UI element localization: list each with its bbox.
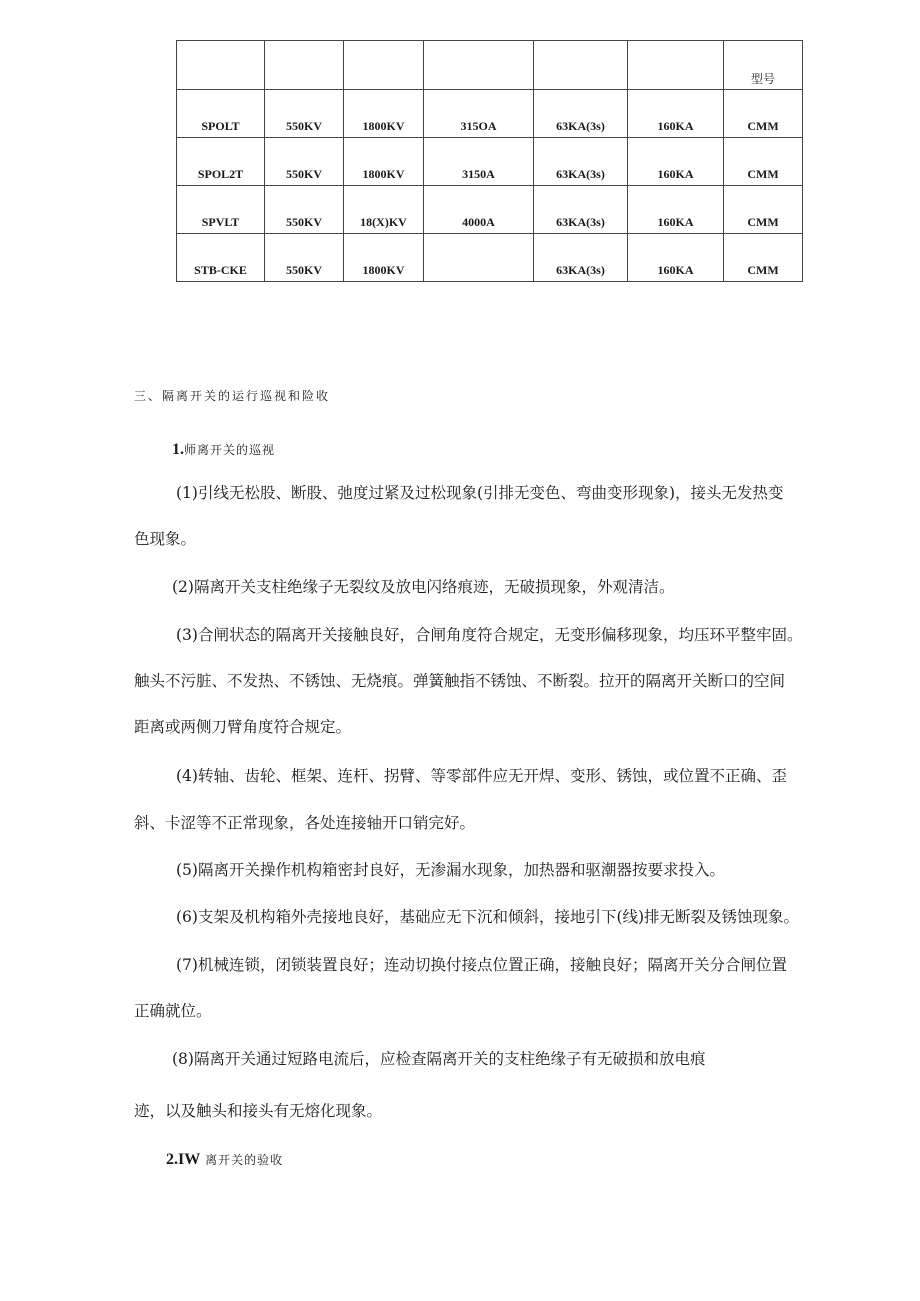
paragraph-7-line-2: 正确就位。: [134, 1002, 212, 1020]
paragraph-5: (5)隔离开关操作机构箱密封良好，无渗漏水现象，加热器和驱潮器按要求投入。: [176, 861, 725, 879]
table-cell: CMM: [724, 90, 803, 138]
table-cell: 18(X)KV: [344, 186, 424, 234]
table-cell: 550KV: [265, 90, 344, 138]
table-cell: 63KA(3s): [534, 90, 628, 138]
table-row: [177, 90, 803, 138]
header-cell: [344, 41, 424, 90]
subsection-number: 1.: [172, 441, 184, 458]
table-cell: 4000A: [424, 186, 534, 234]
paragraph-3-line-3: 距离或两侧刀臂角度符合规定。: [134, 718, 352, 736]
header-cell: [534, 41, 628, 90]
table-cell: 160KA: [628, 90, 724, 138]
table-cell: 550KV: [265, 138, 344, 186]
paragraph-2: (2)隔离开关支柱绝缘子无裂纹及放电闪络痕迹，无破损现象，外观清洁。: [172, 578, 675, 596]
paragraph-8-line-1: (8)隔离开关通过短路电流后，应检查隔离开关的支柱绝缘子有无破损和放电痕: [172, 1050, 706, 1068]
table-cell: CMM: [724, 234, 803, 282]
table-cell: 160KA: [628, 234, 724, 282]
table-cell: 63KA(3s): [534, 234, 628, 282]
table-row: [177, 138, 803, 186]
table-cell: CMM: [724, 138, 803, 186]
table-cell: 550KV: [265, 186, 344, 234]
table-cell: SPVLT: [177, 186, 265, 234]
header-cell: [177, 41, 265, 90]
subsection-title: 离开关的验收: [205, 1153, 284, 1167]
table-cell: 1800KV: [344, 90, 424, 138]
subsection-heading-acceptance: [166, 1151, 283, 1169]
header-cell: [265, 41, 344, 90]
table-row: [177, 186, 803, 234]
paragraph-7-line-1: (7)机械连锁，闭锁装置良好；连动切换付接点位置正确，接触良好；隔离开关分合闸位置: [176, 956, 787, 974]
table-cell: 63KA(3s): [534, 186, 628, 234]
header-cell: [628, 41, 724, 90]
table-cell: [424, 234, 534, 282]
header-cell-model: 型号: [724, 41, 803, 90]
table-cell: 3150A: [424, 138, 534, 186]
table-cell: CMM: [724, 186, 803, 234]
paragraph-3-line-1: (3)合闸状态的隔离开关接触良好，合闸角度符合规定，无变形偏移现象，均压环平整牢固。: [176, 626, 803, 644]
table-cell: 160KA: [628, 186, 724, 234]
table-row: [177, 234, 803, 282]
subsection-title: 师离开关的巡视: [184, 443, 276, 457]
table-cell: 1800KV: [344, 234, 424, 282]
table-cell: 550KV: [265, 234, 344, 282]
table-cell: 160KA: [628, 138, 724, 186]
table-cell: SPOL2T: [177, 138, 265, 186]
section-heading: 三、隔离开关的运行巡视和险收: [134, 389, 331, 403]
paragraph-6: (6)支架及机构箱外壳接地良好，基础应无下沉和倾斜，接地引下(线)排无断裂及锈蚀现象。: [176, 908, 800, 926]
paragraph-8-line-2: 迹，以及触头和接头有无熔化现象。: [134, 1102, 383, 1120]
table-cell: 63KA(3s): [534, 138, 628, 186]
subsection-heading-inspection: [172, 441, 275, 459]
paragraph-1-line-1: (1)引线无松股、断股、弛度过紧及过松现象(引排无变色、弯曲变形现象)，接头无发热变: [176, 484, 784, 502]
table-cell: 1800KV: [344, 138, 424, 186]
table-header-row: [177, 41, 803, 90]
table-cell: STB-CKE: [177, 234, 265, 282]
table-cell: SPOLT: [177, 90, 265, 138]
spec-table: [176, 40, 803, 282]
header-cell: [424, 41, 534, 90]
paragraph-1-line-2: 色现象。: [134, 530, 197, 548]
paragraph-3-line-2: 触头不污脏、不发热、不锈蚀、无烧痕。弹簧触指不锈蚀、不断裂。拉开的隔离开关断口的空间: [134, 672, 786, 690]
paragraph-4-line-2: 斜、卡涩等不正常现象，各处连接轴开口销完好。: [134, 814, 476, 832]
subsection-number: 2.IW: [166, 1151, 201, 1168]
paragraph-4-line-1: (4)转轴、齿轮、框架、连杆、拐臂、等零部件应无开焊、变形、锈蚀，或位置不正确、歪: [176, 767, 787, 785]
table-cell: 315OA: [424, 90, 534, 138]
